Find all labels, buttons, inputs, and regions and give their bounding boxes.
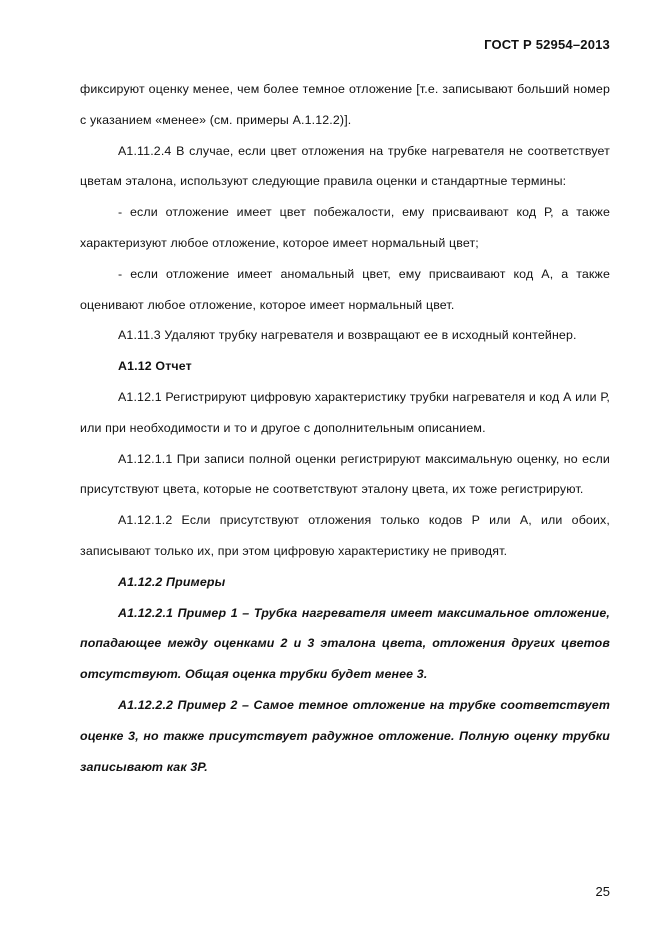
paragraph-a1-12-1: А1.12.1 Регистрируют цифровую характеристику трубки нагревателя и код А или Р, или при необходимости и то и другое с дополнительным описанием. [80, 389, 610, 435]
list-item-tarnish: - если отложение имеет цвет побежалости, ему присваивают код Р, а также характеризуют любое отложение, которое имеет нормальный цвет; [80, 205, 610, 250]
paragraph-a1-12-1-2: А1.12.1.2 Если присутствуют отложения только кодов Р или А, или обоих, записывают только их, при этом цифровую характеристику не приводят. [80, 513, 610, 558]
paragraph-a1-11-3: А1.11.3 Удаляют трубку нагревателя и возвращают ее в исходный контейнер. [118, 328, 577, 343]
paragraph-a1-11-2-4: А1.11.2.4 В случае, если цвет отложения на трубке нагревателя не соответствует цветам эталона, используют следующие правила оценки и стандартные термины: [80, 143, 610, 189]
list-item-abnormal: - если отложение имеет аномальный цвет, ему присваивают код А, а также оценивают любое отложение, которое имеет нормальный цвет. [80, 266, 610, 312]
example-2: А1.12.2.2 Пример 2 – Самое темное отложение на трубке соответствует оценке 3, но также присутствует радужное отложение. Полную оценку трубки записывают как 3Р. [80, 697, 610, 774]
example-1: А1.12.2.1 Пример 1 – Трубка нагревателя имеет максимальное отложение, попадающее между оценками 2 и 3 эталона цвета, отложения других цветов отсутствуют. Общая оценка трубки будет менее 3. [80, 605, 610, 682]
page-number: 25 [595, 884, 610, 899]
paragraph-continuation: фиксируют оценку менее, чем более темное отложение [т.е. записывают больший номер с указанием «менее» (см. примеры А.1.12.2)]. [80, 82, 610, 127]
standard-header: ГОСТ Р 52954–2013 [484, 37, 610, 52]
section-heading-report: А1.12 Отчет [118, 359, 192, 374]
paragraph-a1-12-1-1: А1.12.1.1 При записи полной оценки регистрируют максимальную оценку, но если присутствуют цвета, которые не соответствуют эталону цвета, их тоже регистрируют. [80, 451, 610, 497]
document-body [80, 74, 610, 782]
section-heading-examples: А1.12.2 Примеры [118, 574, 226, 589]
